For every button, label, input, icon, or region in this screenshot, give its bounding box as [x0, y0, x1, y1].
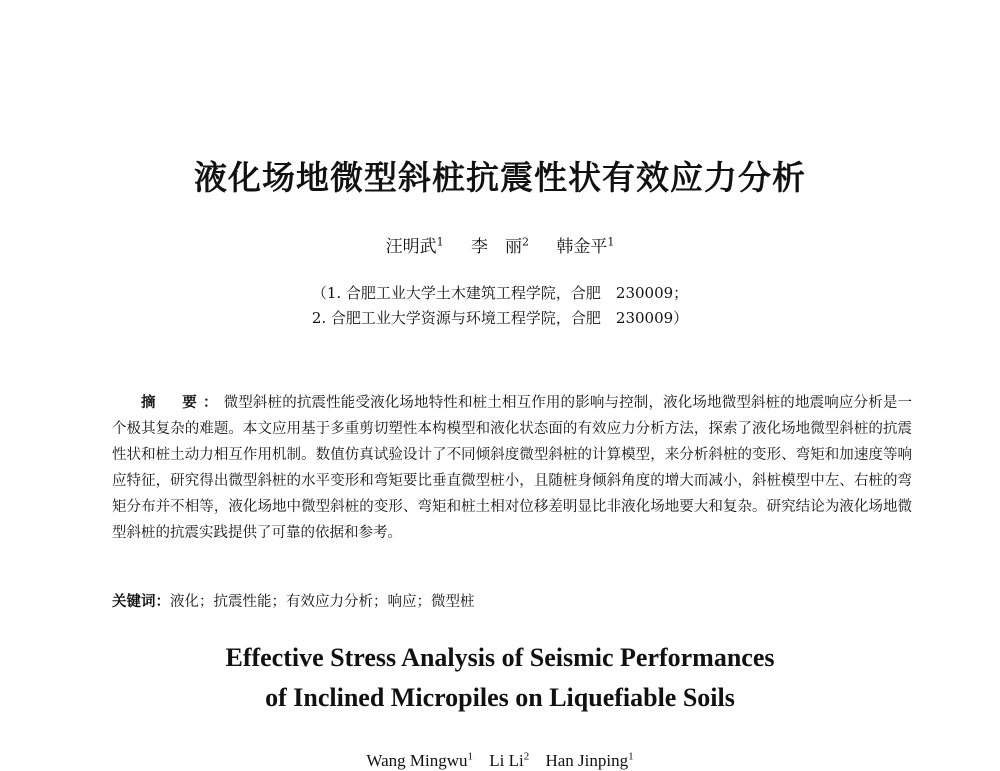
english-author-2-name: Li Li [489, 750, 524, 770]
chinese-title: 液化场地微型斜桩抗震性状有效应力分析 [194, 158, 806, 197]
chinese-authors [0, 232, 1000, 257]
keywords-text: 液化；抗震性能；有效应力分析；响应；微型桩 [170, 594, 475, 610]
english-author-1-name: Wang Mingwu [366, 750, 468, 770]
english-author-3 [545, 751, 633, 770]
english-authors [0, 750, 1000, 771]
english-author-1 [366, 751, 473, 770]
english-author-1-affiliation-mark: 1 [467, 750, 473, 762]
abstract [112, 390, 912, 546]
author-2-name: 李 丽 [471, 237, 522, 257]
author-1 [386, 237, 444, 257]
affiliation-line-1: （1. 合肥工业大学土木建筑工程学院，合肥 230009； [311, 284, 689, 302]
english-author-3-affiliation-mark: 1 [628, 750, 634, 762]
author-1-name: 汪明武 [385, 237, 437, 257]
author-3-affiliation-mark: 1 [607, 235, 615, 249]
abstract-label: 摘 要： [141, 394, 224, 411]
abstract-text: 微型斜桩的抗震性能受液化场地特性和桩土相互作用的影响与控制，液化场地微型斜桩的地震响应分析是一个极其复杂的难题。本文应用基于多重剪切塑性本构模型和液化状态面的有效应力分析方法，探索了液化场地微型斜桩的抗震性状和桩土动力相互作用机制。数值仿真试验设计了不同倾斜度微型斜桩的计算模型，来分析斜桩的变形、弯矩和加速度等响应特征，研究得出微型斜桩的水平变形和弯矩要比垂直微型桩小，且随桩身倾斜角度的增大而减小，斜桩模型中左、右桩的弯矩分布并不相等，液化场地中微型斜桩的变形、弯矩和桩土相对位移差明显比非液化场地要大和复杂。研究结论为液化场地微型斜桩的抗震实践提供了可靠的依据和参考。 [112, 395, 913, 541]
english-author-2 [489, 751, 529, 770]
author-1-affiliation-mark: 1 [436, 235, 444, 249]
author-3 [556, 237, 614, 257]
keywords-label: 关键词： [112, 593, 170, 610]
english-author-3-name: Han Jinping [545, 750, 629, 770]
keywords [112, 590, 912, 611]
english-title-line-1: Effective Stress Analysis of Seismic Performances [225, 643, 775, 672]
author-3-name: 韩金平 [556, 237, 608, 257]
english-title-line-2: of Inclined Micropiles on Liquefiable Soils [265, 683, 735, 712]
author-2-affiliation-mark: 2 [522, 235, 529, 249]
english-author-2-affiliation-mark: 2 [523, 750, 530, 762]
author-2 [471, 237, 529, 257]
affiliation-line-2: 2. 合肥工业大学资源与环境工程学院，合肥 230009） [311, 309, 689, 327]
